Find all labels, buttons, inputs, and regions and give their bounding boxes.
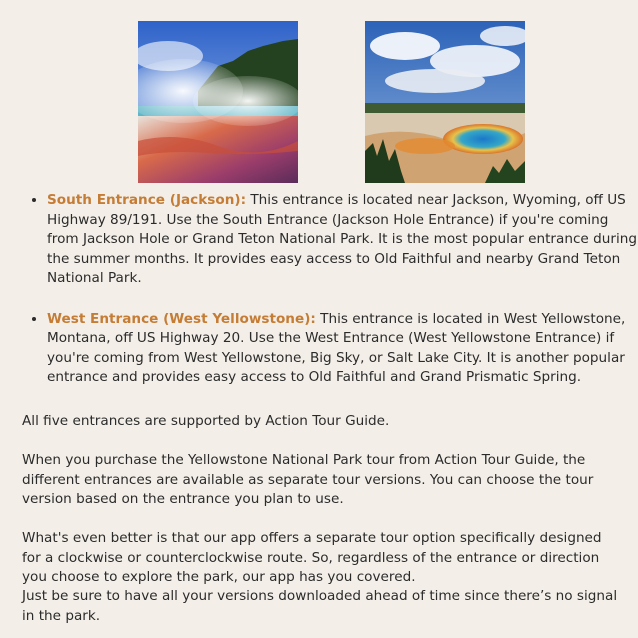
grand-prismatic-spring-aerial-photo — [365, 21, 525, 183]
paragraph: All five entrances are supported by Action Tour Guide. — [22, 413, 390, 429]
entrance-title: South Entrance (Jackson): — [47, 192, 247, 208]
list-item — [47, 191, 637, 289]
steamy-hot-spring-photo — [138, 21, 298, 183]
paragraph: Just be sure to have all your versions downloaded ahead of time since there’s no signal in the park. — [22, 588, 618, 624]
entrance-description: This entrance is located near Jackson, Wyoming, off US Highway 89/191. Use the South Entrance (Jackson Hole Entrance) if you're coming from Jackson Hole or Grand Teton National Park. It is the most popular entrance during the summer months. It provides easy access to Old Faithful and nearby Grand Teton National Park. — [47, 192, 637, 286]
entrance-description: This entrance is located in West Yellowstone, Montana, off US Highway 20. Use the West Entrance (West Yellowstone Entrance) if you're coming from West Yellowstone, Big Sky, or Salt Lake City. It is another popular entrance and provides easy access to Old Faithful and Grand Prismatic Spring. — [47, 310, 626, 385]
list-item — [47, 310, 637, 388]
paragraph: What's even better is that our app offers a separate tour option specifically designed for a clockwise or counterclockwise route. So, regardless of the entrance or direction you choose to explore the park, our app has you covered. — [22, 530, 602, 585]
entrance-title: West Entrance (West Yellowstone): — [47, 310, 316, 327]
paragraph: When you purchase the Yellowstone National Park tour from Action Tour Guide, the different entrances are available as separate tour versions. You can choose the tour version based on the entrance you plan to use. — [22, 452, 594, 507]
entrance-list — [27, 191, 637, 409]
